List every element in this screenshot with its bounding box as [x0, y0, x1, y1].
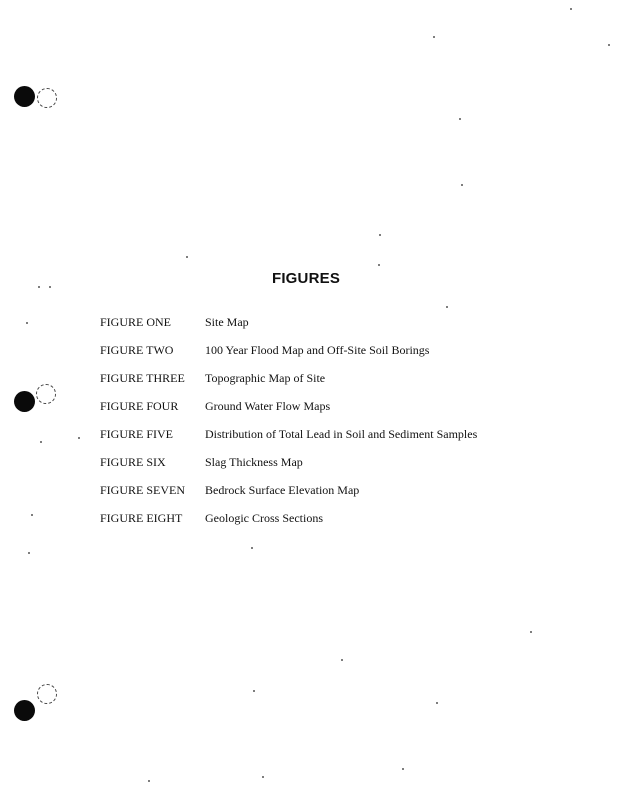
figure-title: Topographic Map of Site	[205, 371, 326, 385]
figure-label: FIGURE TWO	[100, 343, 174, 357]
scan-speck	[436, 702, 438, 704]
list-item	[100, 511, 580, 539]
figure-title: Bedrock Surface Elevation Map	[205, 483, 360, 497]
figure-title: Site Map	[205, 315, 249, 329]
figure-label: FIGURE ONE	[100, 315, 171, 329]
binder-punch-hole-bottom	[14, 682, 60, 712]
scan-speck	[262, 776, 264, 778]
punch-hole-icon	[14, 391, 35, 412]
scan-speck	[341, 659, 343, 661]
scan-speck	[253, 690, 255, 692]
list-item	[100, 455, 580, 483]
figure-title: Slag Thickness Map	[205, 455, 303, 469]
list-item	[100, 399, 580, 427]
punch-hole-icon	[14, 86, 35, 107]
figure-title: Distribution of Total Lead in Soil and Sediment Samples	[205, 427, 478, 441]
figure-label: FIGURE FIVE	[100, 427, 174, 441]
scan-speck	[148, 780, 150, 782]
figure-label: FIGURE EIGHT	[100, 511, 183, 525]
scan-speck	[459, 118, 461, 120]
scan-speck	[28, 552, 30, 554]
scan-speck	[461, 184, 463, 186]
scan-speck	[31, 514, 33, 516]
scan-speck	[446, 306, 448, 308]
scan-speck	[40, 441, 42, 443]
punch-hole-icon	[14, 700, 35, 721]
figure-title: Ground Water Flow Maps	[205, 399, 331, 413]
figure-label: FIGURE SEVEN	[100, 483, 186, 497]
scan-speck	[26, 322, 28, 324]
list-item	[100, 343, 580, 371]
figure-label: FIGURE SIX	[100, 455, 166, 469]
punch-ring-icon	[37, 88, 57, 108]
punch-ring-icon	[36, 384, 56, 404]
scan-speck	[530, 631, 532, 633]
figure-title: 100 Year Flood Map and Off-Site Soil Borings	[205, 343, 430, 357]
figure-label: FIGURE THREE	[100, 371, 185, 385]
scan-speck	[186, 256, 188, 258]
list-item	[100, 371, 580, 399]
scan-speck	[570, 8, 572, 10]
list-item	[100, 427, 580, 455]
figure-title: Geologic Cross Sections	[205, 511, 323, 525]
scan-speck	[251, 547, 253, 549]
figure-list	[100, 315, 580, 539]
page-title: FIGURES	[271, 270, 341, 287]
figure-label: FIGURE FOUR	[100, 399, 179, 413]
scan-speck	[608, 44, 610, 46]
list-item	[100, 483, 580, 511]
list-item	[100, 315, 580, 343]
scan-speck	[78, 437, 80, 439]
scan-speck	[433, 36, 435, 38]
scan-speck	[378, 264, 380, 266]
binder-punch-hole-middle	[14, 384, 60, 414]
punch-ring-icon	[37, 684, 57, 704]
scan-speck	[379, 234, 381, 236]
binder-punch-hole-top	[14, 83, 60, 113]
scan-speck	[402, 768, 404, 770]
